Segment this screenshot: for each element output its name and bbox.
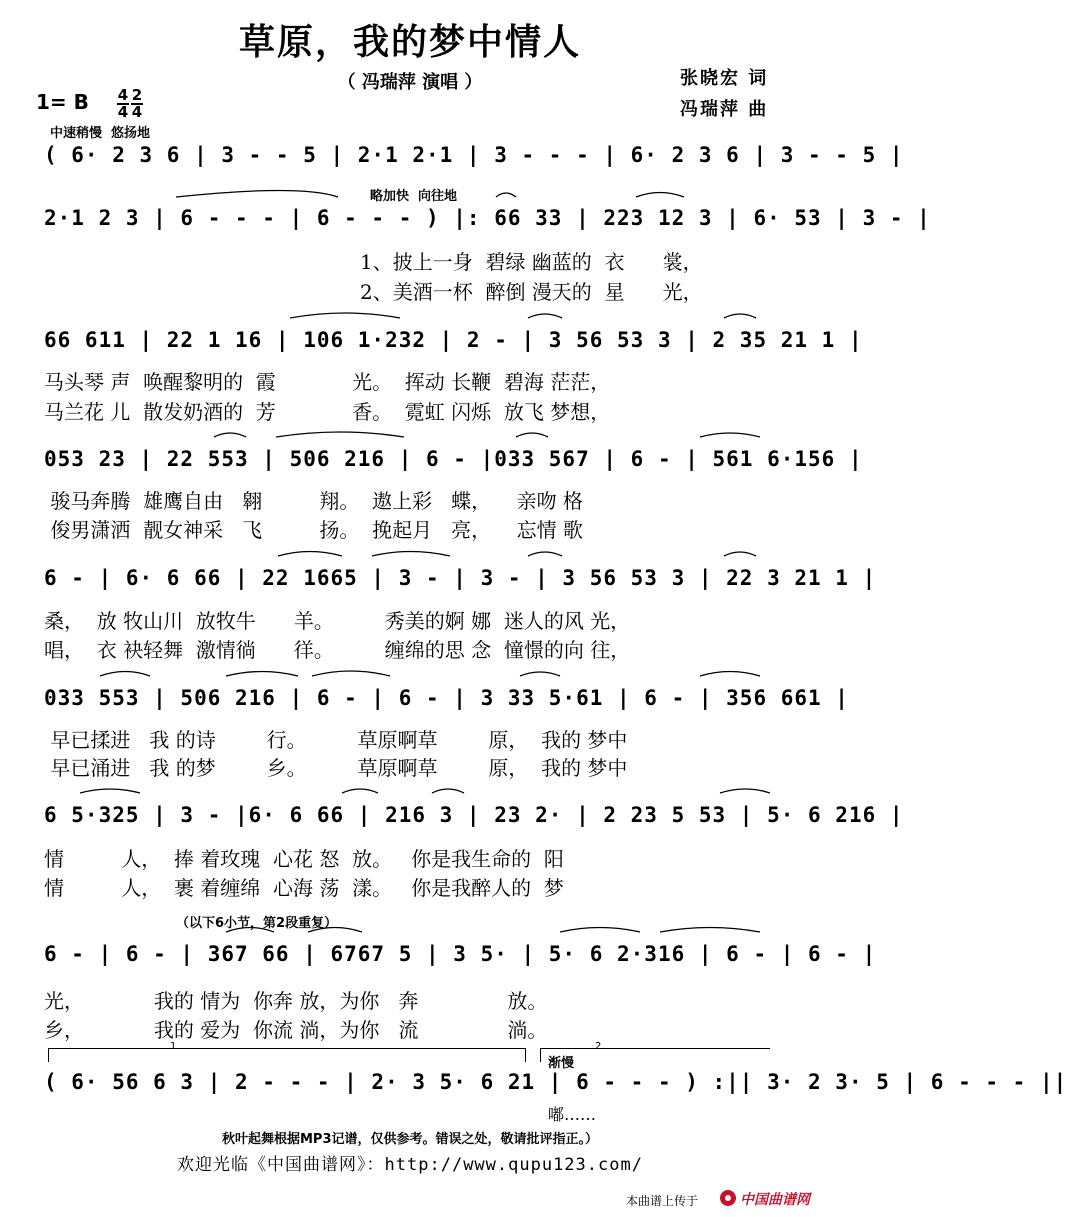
score-line-3: 66 611 | 22 1 16 | 106 1·232 | 2 - | 3 56 53 3 | 2 35 21 1 | (44, 328, 863, 352)
score-line-8: 6 - | 6 - | 367 66 | 6767 5 | 3 5· | 5· 6 2·316 | 6 - | 6 - | (44, 942, 877, 966)
time-top: 4 (117, 86, 129, 104)
lyric-line-5-verse-2: 唱， 衣 袂轻舞 激情徜 徉。 缠绵的思 念 憧憬的向 往， (44, 638, 631, 662)
slur-arc (560, 928, 640, 933)
lyric-line-3-verse-2: 马兰花 儿 散发奶酒的 芳 香。 霓虹 闪烁 放飞 梦想， (44, 400, 611, 424)
score-line-1: ( 6· 2 3 6 | 3 - - 5 | 2·1 2·1 | 3 - - - | 6· 2 3 6 | 3 - - 5 | (44, 143, 904, 167)
singer-credit: （ 冯瑞萍 演唱 ） (337, 72, 483, 93)
lyric-line-3-verse-1: 马头琴 声 唤醒黎明的 霞 光。 挥动 长鞭 碧海 茫茫， (44, 370, 611, 394)
lyricist-credit: 张晓宏 词 (680, 68, 769, 89)
score-line-2: 2·1 2 3 | 6 - - - | 6 - - - ) |: 66 33 | 223 12 3 | 6· 53 | 3 - | (44, 206, 931, 230)
slur-arc (308, 928, 362, 933)
lyric-line-4-verse-1: 骏马奔腾 雄鹰自由 翱 翔。 遨上彩 蝶， 亲吻 格 (44, 489, 583, 513)
lyric-line-6-verse-1: 早已揉进 我 的诗 行。 草原啊草 原， 我的 梦中 (44, 728, 628, 752)
volta-number-1: 1 (170, 1041, 177, 1052)
slur-arc (276, 432, 404, 437)
lyric-line-8-verse-1: 光， 我的 情为 你奔 放，为你 奔 放。 (44, 989, 548, 1013)
slur-arc (720, 789, 770, 793)
score-line-5: 6 - | 6· 6 66 | 22 1665 | 3 - | 3 - | 3 56 53 3 | 22 3 21 1 | (44, 566, 877, 590)
brand-logo-text[interactable]: 中国曲谱网 (740, 1192, 810, 1208)
slur-arc (100, 672, 150, 677)
uploaded-to-label: 本曲谱上传于 (626, 1194, 699, 1208)
lyric-line-8-verse-2: 乡， 我的 爱为 你流 淌，为你 流 淌。 (44, 1018, 548, 1042)
tempo-marking: 中速稍慢 悠扬地 (50, 126, 151, 141)
time-bottom: 4 (117, 103, 129, 121)
lyric-line-2-verse-1: 1、披上一身 碧绿 幽蓝的 衣 裳， (360, 250, 703, 274)
lyric-line-2-verse-2: 2、美酒一杯 醉倒 漫天的 星 光， (360, 280, 703, 304)
score-line-9: ( 6· 56 6 3 | 2 - - - | 2· 3 5· 6 21 | 6 - - - ) :|| 3· 2 3· 5 | 6 - - - || (44, 1070, 1067, 1094)
slur-arc (278, 552, 342, 557)
tie-arc (176, 191, 338, 198)
slur-arc (700, 433, 760, 437)
lyric-line-9: 嘟…… (548, 1105, 597, 1124)
key-signature: 1= B (36, 90, 89, 114)
volta-number-2: 2 (595, 1041, 602, 1052)
slur-arc (724, 314, 756, 318)
repeat-instruction: （以下6小节，第2段重复） (176, 916, 338, 931)
tempo-change-note: 略加快 向往地 (370, 189, 458, 204)
slur-arc (700, 672, 760, 677)
time-top: 2 (131, 86, 143, 104)
lyric-line-6-verse-2: 早已涌进 我 的梦 乡。 草原啊草 原， 我的 梦中 (44, 756, 628, 780)
brand-logo-icon (720, 1190, 736, 1206)
score-line-6: 033 553 | 506 216 | 6 - | 6 - | 3 33 5·61 | 6 - | 356 661 | (44, 686, 849, 710)
lyric-line-5-verse-1: 桑， 放 牧山川 放牧牛 羊。 秀美的婀 娜 迷人的风 光， (44, 609, 631, 633)
score-line-7: 6 5·325 | 3 - |6· 6 66 | 216 3 | 23 2· | 2 23 5 53 | 5· 6 216 | (44, 803, 904, 827)
lyric-line-4-verse-2: 俊男潇洒 靓女神采 飞 扬。 挽起月 亮， 忘情 歌 (44, 518, 583, 542)
transcription-note: 秋叶起舞根据MP3记谱，仅供参考。错误之处，敬请批评指正。） (221, 1132, 598, 1147)
song-title: 草原，我的梦中情人 (238, 21, 581, 63)
ritardando-marking: 渐慢 (548, 1056, 575, 1071)
tie-arc (660, 928, 760, 933)
slur-arc (80, 789, 140, 793)
tie-arc (496, 193, 516, 197)
slur-arc (290, 313, 400, 318)
slur-arc (528, 314, 562, 318)
slur-arc (312, 671, 390, 676)
slur-arc (432, 789, 464, 793)
slur-arc (226, 672, 298, 677)
slur-arc (724, 552, 756, 556)
composer-credit: 冯瑞萍 曲 (680, 99, 769, 120)
lyric-line-7-verse-2: 情 人， 裹 着缠绵 心海 荡 漾。 你是我醉人的 梦 (44, 876, 564, 900)
slur-arc (528, 552, 562, 556)
time-bottom: 4 (131, 103, 143, 121)
slur-arc (226, 928, 274, 933)
tie-arc (372, 552, 450, 557)
slur-arc (214, 433, 246, 437)
site-welcome-link[interactable]: 欢迎光临《中国曲谱网》：http://www.qupu123.com/ (177, 1155, 643, 1175)
slur-arc (636, 193, 684, 198)
slur-arc (516, 433, 548, 437)
slur-arc (342, 789, 378, 793)
lyric-line-7-verse-1: 情 人， 捧 着玫瑰 心花 怒 放。 你是我生命的 阳 (44, 847, 564, 871)
score-line-4: 053 23 | 22 553 | 506 216 | 6 - |033 567 | 6 - | 561 6·156 | (44, 447, 863, 471)
slur-arc (520, 672, 560, 676)
